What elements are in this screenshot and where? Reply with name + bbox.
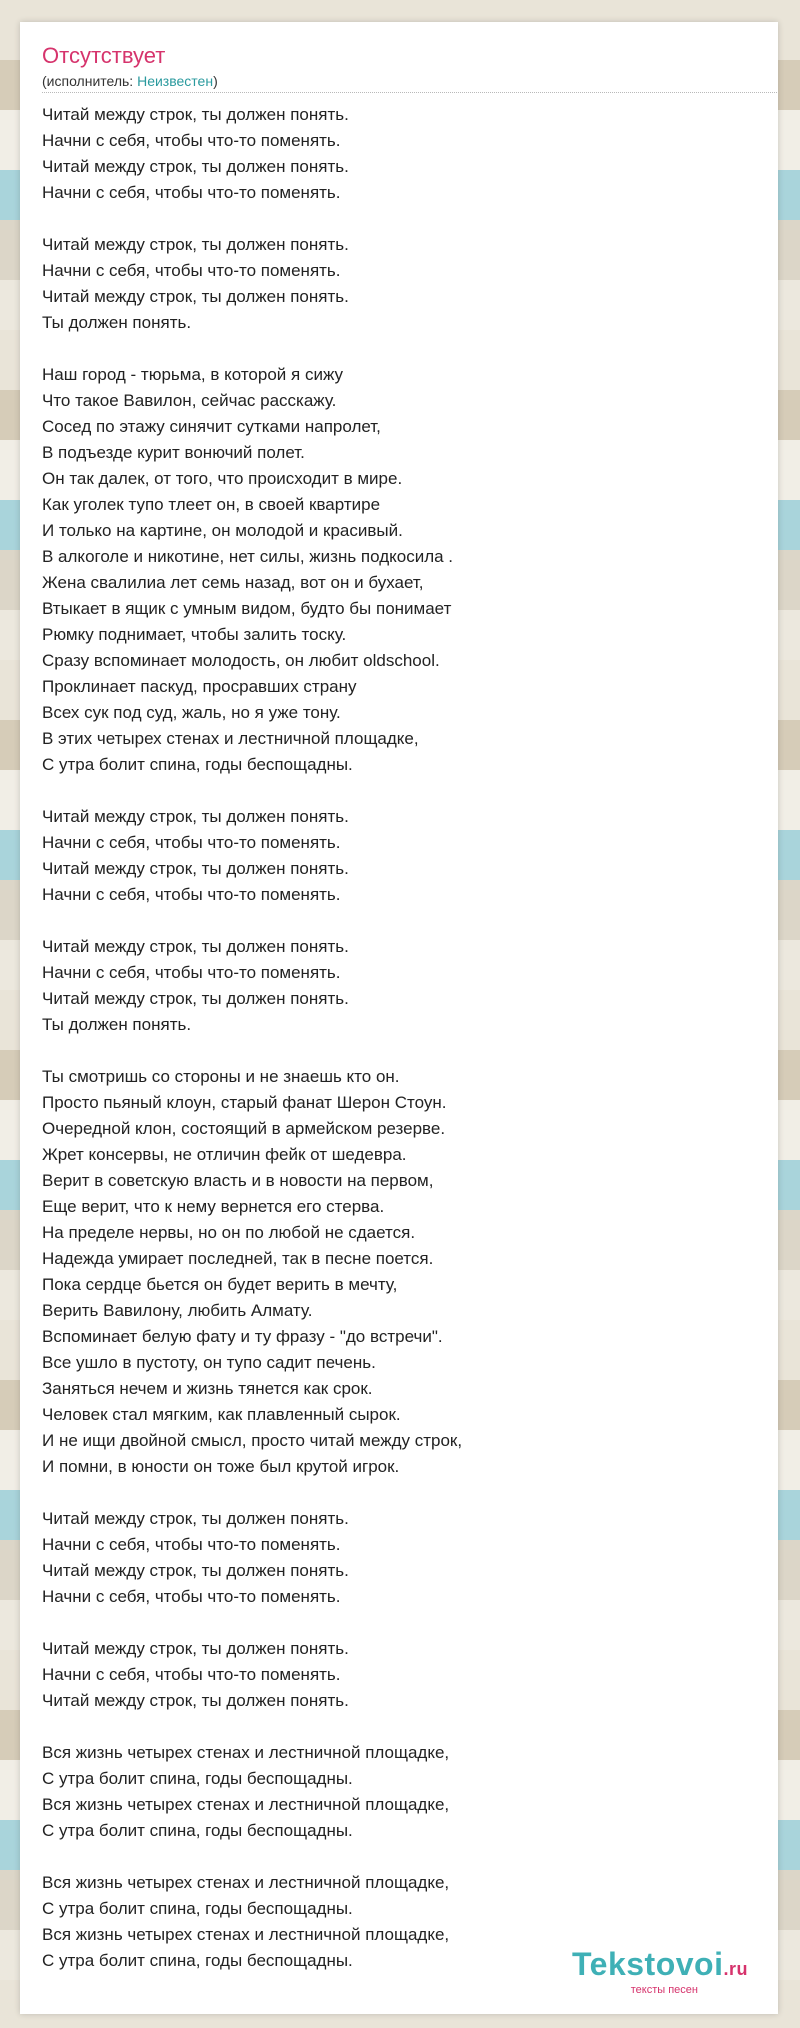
lyric-line: Наш город - тюрьма, в которой я сижу <box>42 365 344 384</box>
lyric-line: Ты должен понять. <box>42 1015 192 1034</box>
lyric-line: Верить Вавилону, любить Алмату. <box>42 1301 313 1320</box>
lyric-line: Очередной клон, состоящий в армейском резерве. <box>42 1119 446 1138</box>
lyric-line: С утра болит спина, годы беспощадны. <box>42 755 353 774</box>
lyric-line: Всех сук под суд, жаль, но я уже тону. <box>42 703 341 722</box>
lyric-line: Вспоминает белую фату и ту фразу - "до встречи". <box>42 1327 443 1346</box>
lyric-line: Начни с себя, чтобы что-то поменять. <box>42 131 341 150</box>
lyrics-stanza <box>42 102 762 206</box>
lyric-line: Проклинает паскуд, просравших страну <box>42 677 357 696</box>
lyric-line: И не ищи двойной смысл, просто читай между строк, <box>42 1431 463 1450</box>
lyric-line: Начни с себя, чтобы что-то поменять. <box>42 1587 341 1606</box>
artist-prefix: (исполнитель: <box>42 73 138 89</box>
artist-link[interactable]: Неизвестен <box>137 73 214 89</box>
lyric-line: Читай между строк, ты должен понять. <box>42 1561 349 1580</box>
lyric-line: Все ушло в пустоту, он тупо садит печень. <box>42 1353 376 1372</box>
lyric-line: С утра болит спина, годы беспощадны. <box>42 1769 353 1788</box>
lyric-line: Начни с себя, чтобы что-то поменять. <box>42 1535 341 1554</box>
lyrics-stanza <box>42 1636 762 1714</box>
lyric-line: Как уголек тупо тлеет он, в своей квартире <box>42 495 381 514</box>
lyric-line: Заняться нечем и жизнь тянется как срок. <box>42 1379 373 1398</box>
site-logo[interactable] <box>572 1947 748 1996</box>
lyric-line: Он так далек, от того, что происходит в мире. <box>42 469 403 488</box>
header-divider <box>42 92 777 93</box>
lyric-line: Жена свалилиа лет семь назад, вот он и бухает, <box>42 573 424 592</box>
logo-tagline: тексты песен <box>630 1984 698 1996</box>
lyric-line: Читай между строк, ты должен понять. <box>42 807 349 826</box>
song-title: Отсутствует <box>42 43 166 68</box>
lyric-line: Читай между строк, ты должен понять. <box>42 235 349 254</box>
lyric-line: Читай между строк, ты должен понять. <box>42 1639 349 1658</box>
lyric-line: Начни с себя, чтобы что-то поменять. <box>42 833 341 852</box>
lyric-line: Начни с себя, чтобы что-то поменять. <box>42 261 341 280</box>
lyric-line: Начни с себя, чтобы что-то поменять. <box>42 963 341 982</box>
lyric-line: Человек стал мягким, как плавленный сырок. <box>42 1405 401 1424</box>
lyric-line: На пределе нервы, но он по любой не сдается. <box>42 1223 416 1242</box>
lyrics-stanza <box>42 1740 762 1844</box>
lyric-line: Втыкает в ящик с умным видом, будто бы понимает <box>42 599 452 618</box>
lyric-line: Просто пьяный клоун, старый фанат Шерон Стоун. <box>42 1093 447 1112</box>
lyric-line: Начни с себя, чтобы что-то поменять. <box>42 183 341 202</box>
lyric-line: Сразу вспоминает молодость, он любит oldschool. <box>42 651 440 670</box>
lyric-line: Начни с себя, чтобы что-то поменять. <box>42 1665 341 1684</box>
lyric-line: Рюмку поднимает, чтобы залить тоску. <box>42 625 347 644</box>
lyric-line: В подъезде курит вонючий полет. <box>42 443 305 462</box>
lyric-line: Вся жизнь четырех стенах и лестничной площадке, <box>42 1795 450 1814</box>
lyric-line: Начни с себя, чтобы что-то поменять. <box>42 885 341 904</box>
lyric-line: Верит в советскую власть и в новости на первом, <box>42 1171 434 1190</box>
lyric-line: С утра болит спина, годы беспощадны. <box>42 1821 353 1840</box>
lyrics-stanza <box>42 232 762 336</box>
lyric-line: Читай между строк, ты должен понять. <box>42 105 349 124</box>
lyric-line: Читай между строк, ты должен понять. <box>42 989 349 1008</box>
lyrics-body <box>42 102 762 2000</box>
artist-suffix: ) <box>213 73 218 89</box>
lyrics-stanza <box>42 934 762 1038</box>
lyric-line: Жрет консервы, не отличин фейк от шедевра. <box>42 1145 407 1164</box>
lyric-line: Пока сердце бьется он будет верить в мечту, <box>42 1275 398 1294</box>
lyric-line: Вся жизнь четырех стенах и лестничной площадке, <box>42 1743 450 1762</box>
lyric-line: Что такое Вавилон, сейчас расскажу. <box>42 391 337 410</box>
lyrics-stanza <box>42 804 762 908</box>
lyric-line: Вся жизнь четырех стенах и лестничной площадке, <box>42 1925 450 1944</box>
lyric-line: Еще верит, что к нему вернется его стерва. <box>42 1197 385 1216</box>
lyric-line: С утра болит спина, годы беспощадны. <box>42 1899 353 1918</box>
artist-line <box>42 72 218 90</box>
lyric-line: Ты должен понять. <box>42 313 192 332</box>
lyric-line: Читай между строк, ты должен понять. <box>42 1509 349 1528</box>
lyrics-stanza <box>42 1064 762 1480</box>
logo-wordmark <box>572 1947 748 1986</box>
lyrics-card <box>20 22 778 2014</box>
lyric-line: Сосед по этажу синячит сутками напролет, <box>42 417 381 436</box>
lyric-line: Читай между строк, ты должен понять. <box>42 1691 349 1710</box>
lyric-line: Читай между строк, ты должен понять. <box>42 937 349 956</box>
lyric-line: С утра болит спина, годы беспощадны. <box>42 1951 353 1970</box>
lyric-line: И только на картине, он молодой и красивый. <box>42 521 403 540</box>
lyric-line: Читай между строк, ты должен понять. <box>42 287 349 306</box>
lyrics-stanza <box>42 362 762 778</box>
lyric-line: Читай между строк, ты должен понять. <box>42 157 349 176</box>
lyric-line: Вся жизнь четырех стенах и лестничной площадке, <box>42 1873 450 1892</box>
lyric-line: Ты смотришь со стороны и не знаешь кто он. <box>42 1067 400 1086</box>
lyric-line: В алкоголе и никотине, нет силы, жизнь подкосила . <box>42 547 454 566</box>
lyric-line: И помни, в юности он тоже был крутой игрок. <box>42 1457 400 1476</box>
lyric-line: Надежда умирает последней, так в песне поется. <box>42 1249 434 1268</box>
logo-name: Tekstovoi <box>571 1946 724 1982</box>
lyrics-stanza <box>42 1506 762 1610</box>
lyric-line: В этих четырех стенах и лестничной площадке, <box>42 729 419 748</box>
logo-domain: .ru <box>723 1959 748 1979</box>
lyric-line: Читай между строк, ты должен понять. <box>42 859 349 878</box>
